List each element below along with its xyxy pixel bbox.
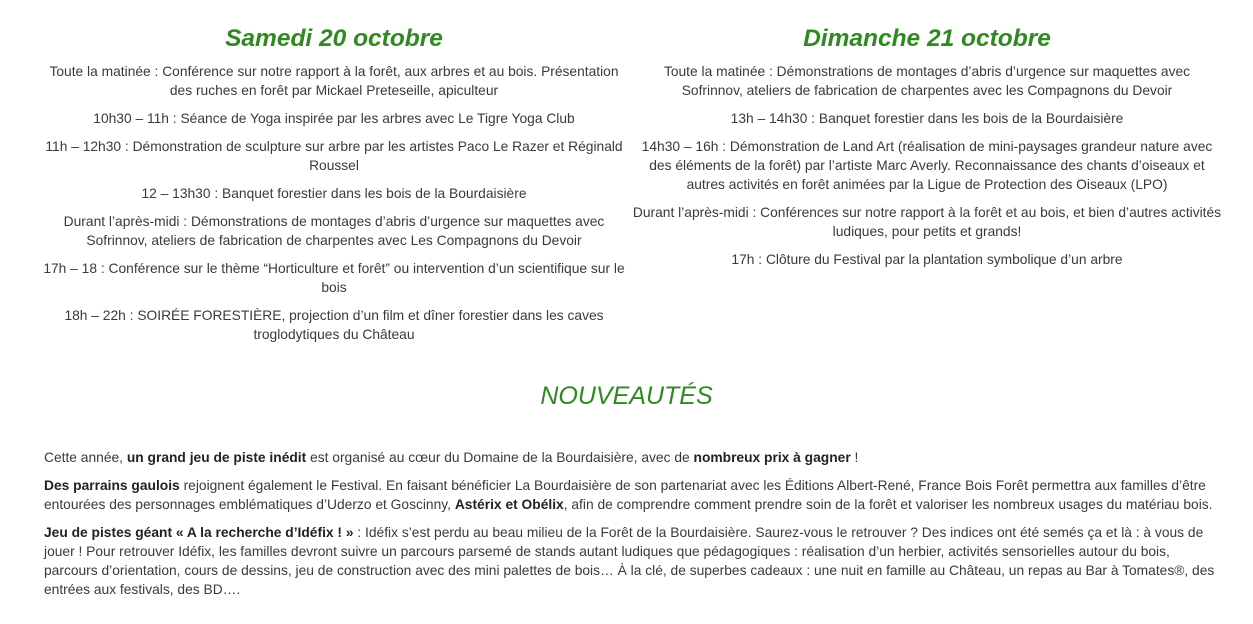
saturday-item: 17h – 18 : Conférence sur le thème “Horticulture et forêt” ou intervention d’un scientifique sur le bois (43, 261, 625, 295)
text: ! (850, 450, 859, 465)
sunday-title: Dimanche 21 octobre (803, 25, 1051, 52)
highlight: nombreux prix à gagner (693, 450, 851, 465)
text: , afin de comprendre comment prendre soin de la forêt et valoriser les nombreux usages du matériau bois. (563, 497, 1213, 512)
text: : Idéfix s’est perdu au beau milieu de la Forêt de la Bourdaisière. Saurez-vous le retrouver ? Des indices ont été semés ça et là : à vous de jouer ! Pour retrouver Idéfix, les familles devront suivre un parcours parsemé de stands autant ludiques que pédagogiques : réalisation d’un herbier, activités sensorielles autour du bois, parcours d’orientation, cours de dessins, jeu de construction avec des mini palettes de bois… À la clé, de superbes cadeaux : une nuit en famille au Château, un repas au Bar à Tomates®, des entrées aux festivals, des BD…. (44, 525, 1215, 597)
highlight: Jeu de pistes géant « A la recherche d’Idéfix ! » (44, 525, 354, 540)
highlight: Des parrains gaulois (44, 478, 180, 493)
saturday-title: Samedi 20 octobre (225, 25, 443, 52)
highlight: un grand jeu de piste inédit (126, 450, 307, 465)
sunday-column (632, 22, 1222, 278)
sunday-item: 14h30 – 16h : Démonstration de Land Art (réalisation de mini-paysages grandeur nature avec des éléments de la forêt) par l’artiste Marc Averly. Reconnaissance des chants d’oiseaux et autres activités en forêt animées par la Ligue de Protection des Oiseaux (LPO) (641, 139, 1213, 192)
saturday-item: Durant l’après-midi : Démonstrations de montages d’abris d’urgence sur maquettes avec Sofrinnov, ateliers de fabrication de charpentes avec Les Compagnons du Devoir (63, 214, 605, 248)
sunday-item: 13h – 14h30 : Banquet forestier dans les bois de la Bourdaisière (730, 111, 1124, 126)
saturday-item: 12 – 13h30 : Banquet forestier dans les bois de la Bourdaisière (141, 186, 527, 201)
highlight: Astérix et Obélix (454, 497, 564, 512)
news-body (44, 448, 1216, 608)
news-title: NOUVEAUTÉS (540, 382, 713, 410)
text: rejoignent également le Festival. En faisant bénéficier La Bourdaisière de son partenariat avec les Éditions Albert-René, France Bois Forêt permettra aux familles d’être entourées des personnages emblématiques d’Uderzo et Goscinny, (44, 478, 1206, 512)
sunday-item: 17h : Clôture du Festival par la plantation symbolique d’un arbre (731, 252, 1123, 267)
saturday-item: 18h – 22h : SOIRÉE FORESTIÈRE, projection d’un film et dîner forestier dans les caves troglodytiques du Château (64, 308, 604, 342)
saturday-item: 11h – 12h30 : Démonstration de sculpture sur arbre par les artistes Paco Le Razer et Réginald Roussel (45, 139, 623, 173)
saturday-item: Toute la matinée : Conférence sur notre rapport à la forêt, aux arbres et au bois. Présentation des ruches en forêt par Mickael Preteseille, apiculteur (49, 64, 619, 98)
news-paragraph-sponsors (44, 476, 1216, 514)
sunday-item: Toute la matinée : Démonstrations de montages d’abris d’urgence sur maquettes avec Sofrinnov, ateliers de fabrication de charpentes avec les Compagnons du Devoir (663, 64, 1191, 98)
text: est organisé au cœur du Domaine de la Bourdaisière, avec de (306, 450, 694, 465)
saturday-column (40, 22, 628, 353)
news-paragraph-game (44, 448, 1216, 467)
news-paragraph-treasure-hunt (44, 523, 1216, 599)
saturday-item: 10h30 – 11h : Séance de Yoga inspirée par les arbres avec Le Tigre Yoga Club (93, 111, 575, 126)
sunday-item: Durant l’après-midi : Conférences sur notre rapport à la forêt et au bois, et bien d’autres activités ludiques, pour petits et grands! (632, 205, 1222, 239)
text: Cette année, (44, 450, 127, 465)
